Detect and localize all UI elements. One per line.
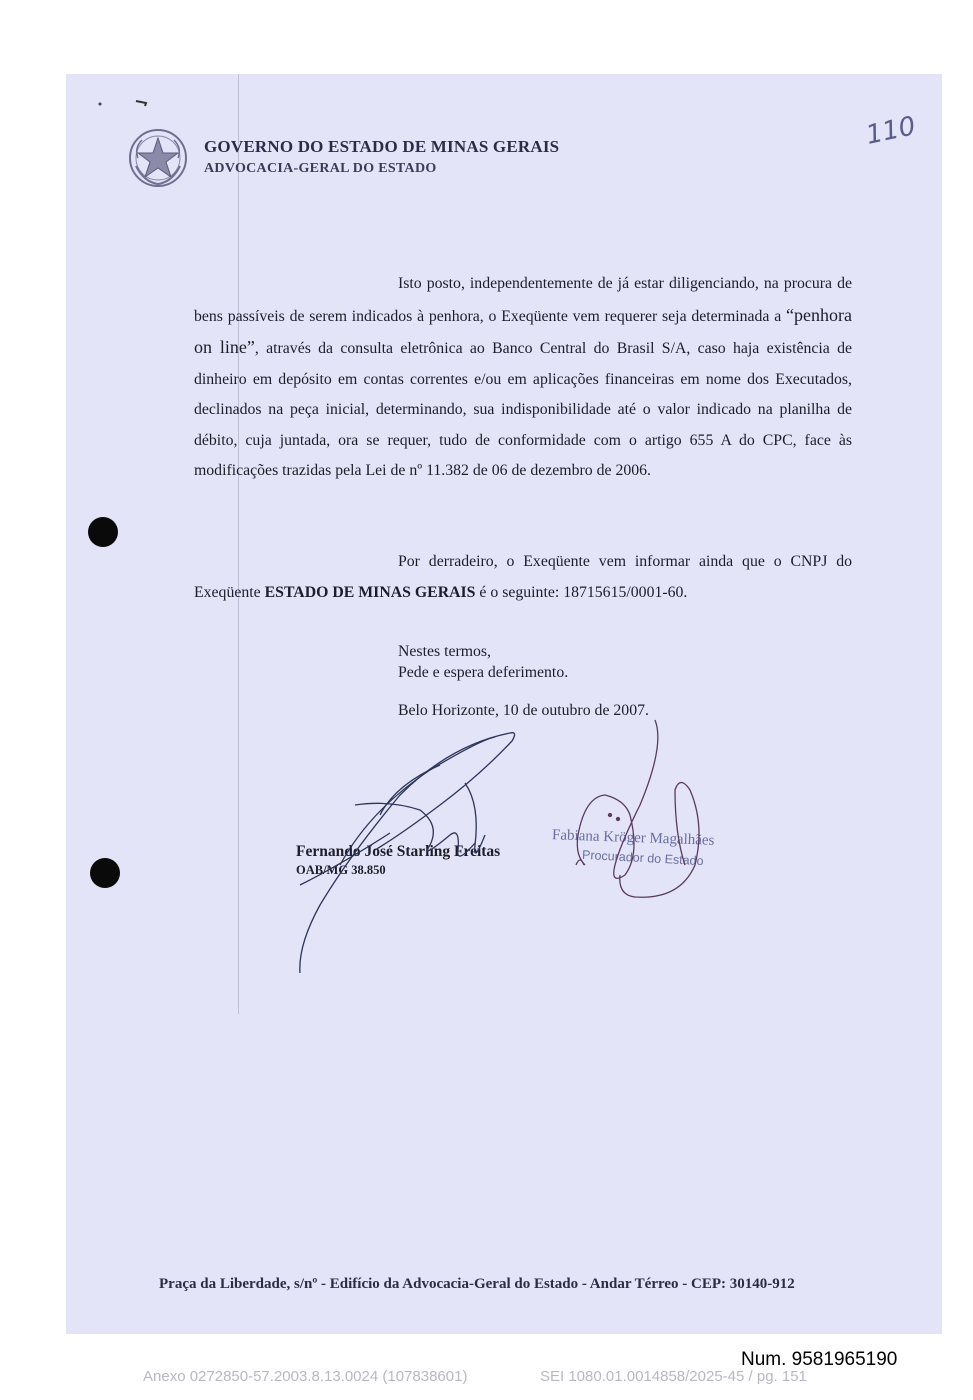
paragraph1-emphasis: “penhora on line” [194, 304, 852, 357]
handwritten-signatures [280, 715, 760, 985]
paragraph-cnpj [194, 547, 852, 608]
closing-line-2: Pede e espera deferimento. [398, 664, 569, 681]
scan-specks [96, 98, 156, 112]
paragraph1-part1: Isto posto, independentemente de já estar diligenciando, na procura de bens passíveis de serem indicados à penhora, o Exeqüente vem requerer seja determinada a [194, 275, 852, 325]
signer-registration: OAB/MG 38.850 [296, 863, 386, 877]
stamp-name: Fabiana Kröger Magalhães [551, 827, 715, 849]
handwritten-page-number: 110 [863, 111, 919, 151]
closing-line-1: Nestes termos, [398, 643, 492, 660]
paragraph2-part2: é o seguinte: 18715615/0001-60. [475, 583, 688, 601]
signature-fabiana [576, 720, 699, 897]
punch-hole [88, 517, 118, 547]
stamp-role: Procurador do Estado [581, 847, 704, 869]
document-number: Num. 9581965190 [741, 1349, 898, 1370]
signer-name: Fernando José Starling Freitas [296, 843, 501, 860]
footer-address: Praça da Liberdade, s/nº - Edifício da Advocacia-Geral do Estado - Andar Térreo - CEP: 30140-912 [159, 1276, 795, 1292]
state-seal-icon [128, 128, 188, 188]
paragraph-penhora-request [194, 269, 852, 487]
paragraph2-part1: Por derradeiro, o Exeqüente vem informar ainda que o CNPJ do Exeqüente [194, 553, 852, 601]
paragraph1-part2: , através da consulta eletrônica ao Banco Central do Brasil S/A, caso haja existência de dinheiro em depósito em contas correntes e/ou em aplicações financeiras em nome dos Executados, declinados na peça inicial, determinando, sua indisponibilidade até o valor indicado na planilha de débito, cuja juntada, ora se requer, tudo de conformidade com o artigo 655 A do CPC, face às modificações trazidas pela Lei de nº 11.382 de 06 de dezembro de 2006. [194, 340, 853, 479]
date-line: Belo Horizonte, 10 de outubro de 2007. [398, 702, 649, 719]
signature-fernando [300, 733, 515, 973]
punch-hole [90, 858, 120, 888]
government-title: GOVERNO DO ESTADO DE MINAS GERAIS [204, 137, 560, 156]
sei-reference: SEI 1080.01.0014858/2025-45 / pg. 151 [540, 1368, 807, 1385]
annex-reference: Anexo 0272850-57.2003.8.13.0024 (107838601) [143, 1368, 468, 1385]
paragraph2-bold: ESTADO DE MINAS GERAIS [264, 583, 476, 601]
agency-subtitle: ADVOCACIA-GERAL DO ESTADO [204, 161, 437, 176]
fold-line [238, 74, 239, 1014]
